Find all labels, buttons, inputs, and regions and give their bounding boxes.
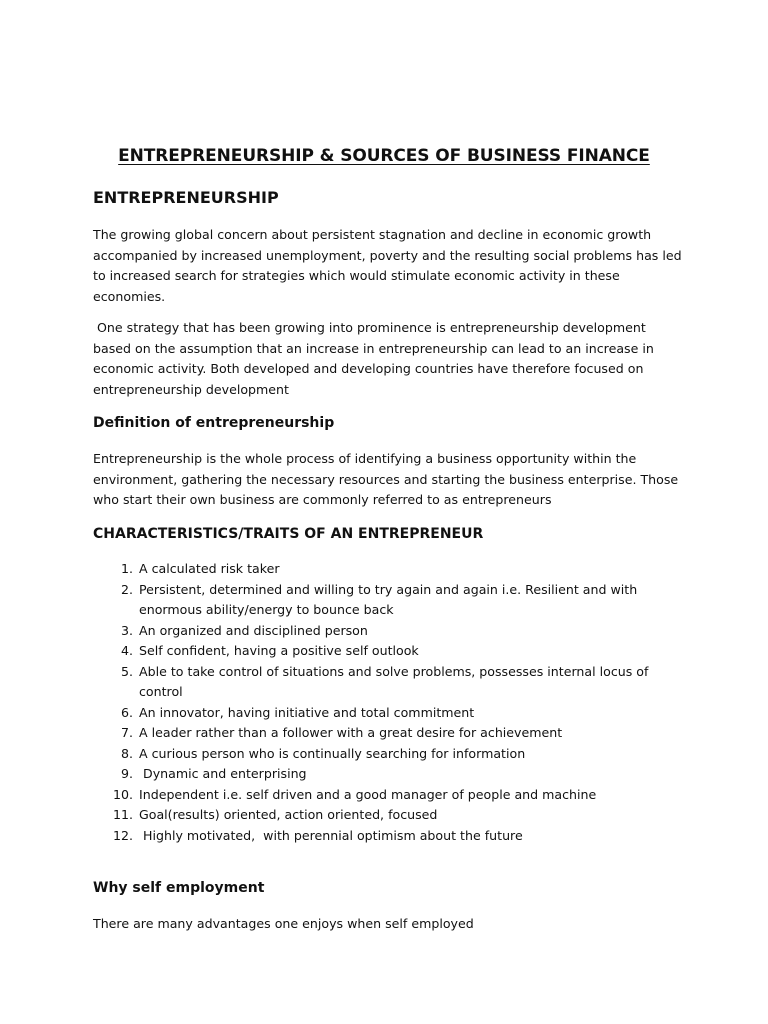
trait-number: 11. — [112, 807, 133, 822]
trait-number: 9. — [120, 766, 133, 781]
trait-number: 5. — [120, 663, 133, 679]
trait-list-item — [93, 703, 683, 724]
trait-number: 1. — [120, 561, 133, 576]
trait-text: Highly motivated, with perennial optimism about the future — [139, 827, 523, 843]
why-self-employment-paragraph: There are many advantages one enjoys when self employed — [93, 916, 474, 931]
traits-heading: CHARACTERISTICS/TRAITS OF AN ENTREPRENEUR — [93, 526, 484, 542]
trait-number: 4. — [120, 643, 133, 658]
trait-list-item — [93, 559, 683, 580]
trait-list-item — [93, 764, 683, 785]
trait-text: Able to take control of situations and solve problems, possesses internal locus of control — [139, 663, 653, 699]
definition-heading: Definition of entrepreneurship — [93, 415, 335, 431]
trait-list-item — [93, 723, 683, 744]
trait-text: A leader rather than a follower with a great desire for achievement — [139, 725, 563, 740]
intro-paragraph-2: One strategy that has been growing into prominence is entrepreneurship development based on the assumption that an increase in entrepreneurship can lead to an increase in economic activity. Both developed and developing countries have therefore focused on entrepreneurship development — [93, 320, 658, 397]
trait-text: An organized and disciplined person — [139, 622, 368, 638]
trait-text: A curious person who is continually searching for information — [139, 745, 526, 761]
trait-text: A calculated risk taker — [139, 561, 280, 576]
traits-list — [93, 559, 683, 846]
document-title: ENTREPRENEURSHIP & SOURCES OF BUSINESS FINANCE — [118, 146, 650, 166]
definition-paragraph: Entrepreneurship is the whole process of identifying a business opportunity within the environment, gathering the necessary resources and starting the business enterprise. Those who start their own business are commonly referred to as entrepreneurs — [93, 451, 679, 507]
trait-text: Independent i.e. self driven and a good manager of people and machine — [139, 786, 597, 802]
trait-text: An innovator, having initiative and total commitment — [139, 704, 475, 720]
trait-text: Persistent, determined and willing to try again and again i.e. Resilient and with enormous ability/energy to bounce back — [139, 581, 642, 617]
trait-list-item — [93, 641, 683, 662]
trait-list-item — [93, 744, 683, 765]
section-heading-entrepreneurship: ENTREPRENEURSHIP — [93, 188, 279, 207]
intro-paragraph-1: The growing global concern about persistent stagnation and decline in economic growth accompanied by increased unemployment, poverty and the resulting social problems has led to increased search for strategies which would stimulate economic activity in these economies. — [93, 227, 682, 304]
trait-list-item — [93, 826, 683, 847]
trait-list-item — [93, 805, 683, 826]
trait-number: 7. — [120, 725, 133, 740]
trait-text: Dynamic and enterprising — [139, 766, 307, 781]
trait-text: Goal(results) oriented, action oriented, focused — [139, 807, 438, 822]
trait-number: 8. — [120, 745, 133, 761]
why-self-employment-heading: Why self employment — [93, 880, 265, 896]
trait-list-item — [93, 785, 683, 806]
trait-number: 6. — [120, 704, 133, 720]
trait-list-item — [93, 662, 683, 703]
trait-number: 2. — [120, 581, 133, 597]
trait-number: 10. — [112, 786, 133, 802]
trait-number: 12. — [112, 827, 133, 843]
trait-list-item — [93, 580, 683, 621]
trait-number: 3. — [120, 622, 133, 638]
trait-text: Self confident, having a positive self outlook — [139, 643, 419, 658]
trait-list-item — [93, 621, 683, 642]
